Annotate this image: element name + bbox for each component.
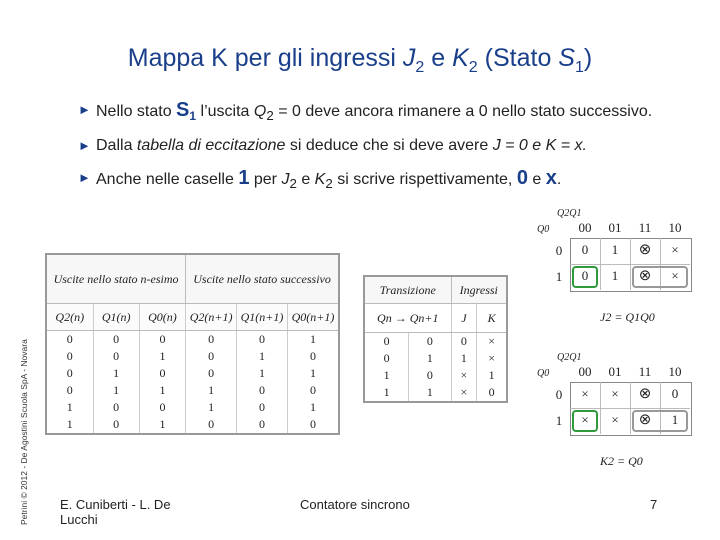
table-cell: 0 [409, 333, 451, 351]
table-cell: 0 [93, 399, 139, 416]
table-row [46, 382, 339, 399]
excitation-table-header-left: Transizione [364, 276, 451, 304]
kmap-col-header: 11 [638, 220, 652, 235]
table-cell: × [477, 350, 507, 367]
table-row [46, 348, 339, 365]
kmap-cell: 1 [671, 412, 679, 427]
table-cell: 1 [186, 382, 237, 399]
table-cell: 1 [139, 382, 185, 399]
kmap-col-header: 00 [578, 220, 592, 235]
table-cell: 1 [287, 365, 339, 382]
excitation-table [363, 275, 508, 403]
table-cell: 1 [409, 384, 451, 402]
table-cell: 1 [237, 365, 288, 382]
table-var: Q1(n) [93, 304, 139, 331]
kmap-corner-top: Q2Q1 [557, 352, 582, 363]
kmap-cell: ⊗ [638, 268, 652, 284]
table-cell: 1 [287, 331, 339, 349]
table-cell: 0 [451, 333, 477, 351]
page-number: 7 [650, 497, 658, 512]
table-cell: 0 [237, 382, 288, 399]
kmap-cell: × [611, 386, 619, 401]
table-cell: 0 [139, 331, 185, 349]
kmap-col-header: 00 [578, 364, 592, 379]
kmap-corner-left: Q0 [537, 368, 550, 379]
page-title: Mappa K per gli ingressi $J_2$ e $K_2$ (Stato $S_1$) [127, 44, 593, 76]
table-row [46, 331, 339, 349]
kmap-row-header: 1 [555, 413, 563, 428]
bullet-arrow-icon: ► [78, 102, 91, 117]
table-cell: 1 [139, 416, 185, 434]
table-cell: 0 [186, 331, 237, 349]
table-cell: 1 [93, 365, 139, 382]
table-cell: 0 [139, 399, 185, 416]
bullet-arrow-icon: ► [78, 138, 91, 154]
bullet-2: ► Dalla tabella di eccitazione si deduce che si deve avere J = 0 e K = x. [78, 137, 587, 155]
table-cell: × [451, 384, 477, 402]
kmap-highlight-group [632, 410, 688, 432]
table-cell: 1 [46, 416, 93, 434]
excitation-table-header-right: Ingressi [451, 276, 507, 304]
table-cell: 1 [477, 367, 507, 384]
table-row [46, 365, 339, 382]
state-table-header-left: Uscite nello stato n-esimo [46, 254, 186, 304]
table-cell: 1 [46, 399, 93, 416]
table-row [364, 384, 507, 402]
table-var: K [477, 304, 507, 333]
kmap-col-header: 01 [608, 364, 622, 379]
table-cell: 0 [364, 350, 409, 367]
table-cell: 0 [287, 382, 339, 399]
table-row [364, 367, 507, 384]
bullet-list [78, 100, 688, 204]
kmap-cell: 0 [581, 242, 589, 257]
kmap-row-header: 1 [555, 269, 563, 284]
table-cell: 0 [409, 367, 451, 384]
table-cell: 0 [93, 348, 139, 365]
bullet-3: ► Anche nelle caselle 1 per $J_2$ e $K_2$ si scrive rispettivamente, 0 e x. [78, 167, 562, 192]
kmap-corner-top: Q2Q1 [557, 208, 582, 219]
footer-author: E. Cuniberti - L. De Lucchi [60, 497, 171, 527]
table-var: Q2(n) [46, 304, 93, 331]
table-cell: 0 [237, 331, 288, 349]
kmap-cell: ⊗ [638, 386, 652, 402]
table-cell: 0 [477, 384, 507, 402]
kmap-col-header: 11 [638, 364, 652, 379]
kmap-col-header: 10 [668, 364, 682, 379]
table-cell: 1 [364, 367, 409, 384]
table-cell: 0 [237, 399, 288, 416]
kmap-cell: 0 [671, 386, 679, 401]
kmap-cell: × [671, 242, 679, 257]
table-cell: 0 [287, 348, 339, 365]
table-var: Q2(n+1) [186, 304, 237, 331]
table-cell: 0 [46, 348, 93, 365]
table-cell: 0 [46, 365, 93, 382]
table-var: Q0(n+1) [287, 304, 339, 331]
kmap-col-header: 10 [668, 220, 682, 235]
footer-title: Contatore sincrono [300, 497, 410, 512]
table-row [364, 333, 507, 351]
kmap-cell: ⊗ [638, 242, 652, 258]
table-var: Q0(n) [139, 304, 185, 331]
kmap-equation: K2 = Q0 [600, 454, 643, 468]
table-cell: 0 [364, 333, 409, 351]
kmap-row-header: 0 [555, 387, 563, 402]
table-cell: 0 [287, 416, 339, 434]
table-cell: 1 [364, 384, 409, 402]
table-cell: 1 [186, 399, 237, 416]
table-var: Q1(n+1) [237, 304, 288, 331]
table-cell: 0 [93, 331, 139, 349]
table-cell: 0 [186, 416, 237, 434]
table-cell: 0 [46, 331, 93, 349]
table-cell: 1 [237, 348, 288, 365]
table-cell: 0 [93, 416, 139, 434]
kmap-j2 [535, 208, 685, 328]
table-row [46, 399, 339, 416]
state-table-header-right: Uscite nello stato successivo [186, 254, 339, 304]
kmap-corner-left: Q0 [537, 224, 550, 235]
kmap-equation: J2 = Q1Q0 [600, 310, 655, 324]
table-cell: 0 [186, 348, 237, 365]
table-row [46, 416, 339, 434]
copyright-sidebar: Petrini © 2012 - De Agostini Scuola SpA - Novara [19, 339, 29, 525]
table-cell: 1 [409, 350, 451, 367]
table-cell: × [451, 367, 477, 384]
kmap-row-header: 0 [555, 243, 563, 258]
kmap-cell: × [671, 268, 679, 283]
table-cell: 1 [93, 382, 139, 399]
table-cell: 1 [451, 350, 477, 367]
state-table [45, 253, 340, 435]
table-cell: 0 [237, 416, 288, 434]
table-var: J [451, 304, 477, 333]
table-cell: × [477, 333, 507, 351]
kmap-cell: ⊗ [638, 412, 652, 428]
kmap-cell: × [581, 412, 589, 427]
table-cell: 0 [139, 365, 185, 382]
table-row [364, 350, 507, 367]
kmap-cell: 1 [611, 268, 619, 283]
table-var: Qn → Qn+1 [364, 304, 451, 333]
kmap-highlight-group [632, 266, 688, 288]
bullet-1: ► Nello stato $S_1$ l’uscita $Q_2 = 0$ deve ancora rimanere a 0 nello stato successivo. [78, 99, 653, 124]
table-cell: 1 [139, 348, 185, 365]
kmap-col-header: 01 [608, 220, 622, 235]
kmap-highlight [572, 266, 598, 288]
bullet-arrow-icon: ► [78, 170, 91, 186]
kmap-cell: 1 [611, 242, 619, 257]
kmap-k2 [535, 352, 685, 477]
kmap-cell: × [581, 386, 589, 401]
kmap-cell: 0 [581, 268, 589, 283]
kmap-cell: × [611, 412, 619, 427]
table-cell: 0 [46, 382, 93, 399]
table-cell: 0 [186, 365, 237, 382]
kmap-highlight [572, 410, 598, 432]
table-cell: 1 [287, 399, 339, 416]
